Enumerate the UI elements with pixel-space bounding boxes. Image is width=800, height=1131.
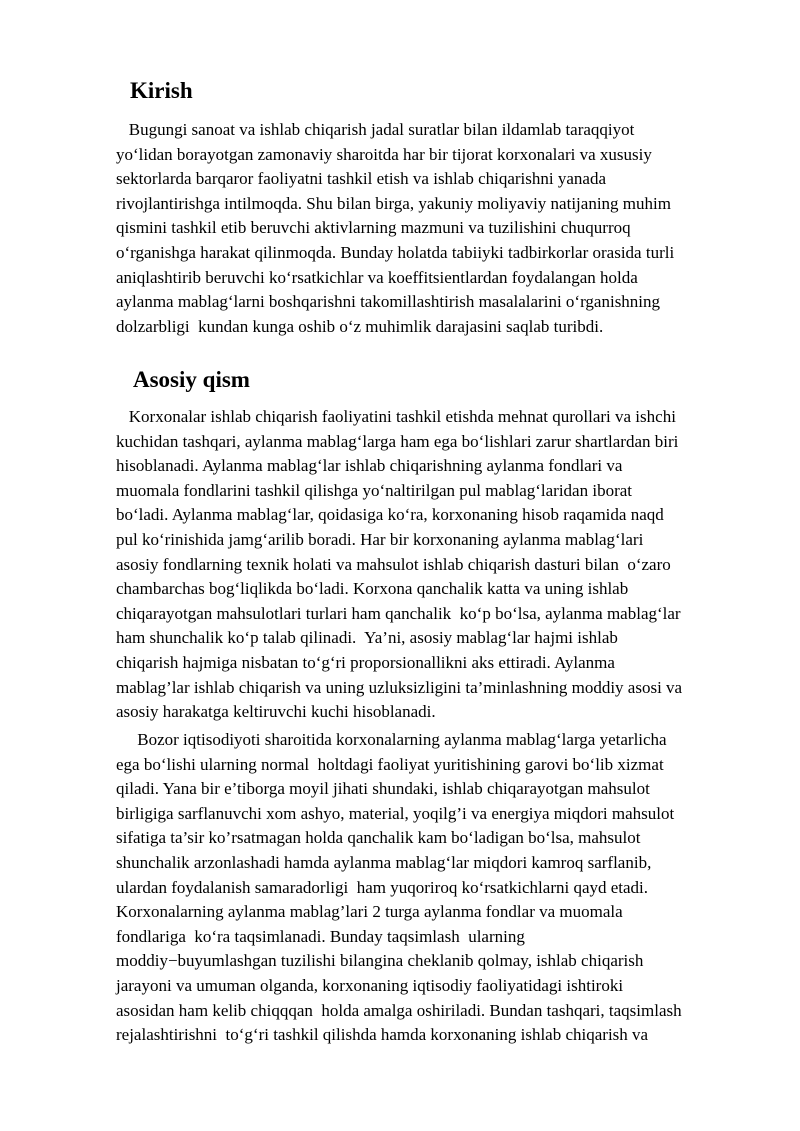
text-line: kuchidan tashqari, aylanma mablag‘larga ham ega bo‘lishlari zarur shartlardan biri: [116, 431, 679, 451]
text-line: hisoblanadi. Aylanma mablag‘lar ishlab chiqarishning aylanma fondlari va: [116, 456, 623, 476]
text-line: sektorlarda barqaror faoliyatni tashkil etish va ishlab chiqarishni yanada: [116, 169, 607, 189]
text-line: Bugungi sanoat va ishlab chiqarish jadal suratlar bilan ildamlab taraqqiyot: [116, 120, 635, 139]
text-line: sifatiga ta’sir ko’rsatmagan holda qanchalik kam bo‘ladigan bo‘lsa, mahsulot: [116, 828, 641, 848]
text-line: dolzarbligi kundan kunga oshib o‘z muhimlik darajasini saqlab turibdi.: [116, 316, 604, 336]
text-line: Korxonalarning aylanma mablag’lari 2 turga aylanma fondlar va muomala: [116, 902, 623, 922]
text-line: ega bo‘lishi ularning normal holtdagi faoliyat yuritishining garovi bo‘lib xizmat: [116, 754, 664, 774]
paragraph-kirish: [116, 118, 756, 339]
text-line: Bozor iqtisodiyoti sharoitida korxonalarning aylanma mablag‘larga yetarlicha: [116, 730, 667, 749]
text-line: pul ko‘rinishida jamg‘arilib boradi. Har bir korxonaning aylanma mablag‘lari: [116, 529, 644, 549]
text-line: rejalashtirishni to‘g‘ri tashkil qilishda hamda korxonaning ishlab chiqarish va: [116, 1025, 649, 1045]
text-line: moddiy−buyumlashgan tuzilishi bilangina cheklanib qolmay, ishlab chiqarish: [116, 951, 644, 971]
text-line: muomala fondlarini tashkil qilishga yo‘naltirilgan pul mablag‘laridan iborat: [116, 480, 633, 500]
text-line: chiqarayotgan mahsulotlari turlari ham qanchalik ko‘p bo‘lsa, aylanma mablag‘lar: [116, 603, 681, 623]
text-line: ulardan foydalanish samaradorligi ham yuqoriroq ko‘rsatkichlarni qayd etadi.: [116, 877, 649, 897]
text-line: fondlariga ko‘ra taqsimlanadi. Bunday taqsimlash ularning: [116, 926, 525, 946]
section-heading-kirish: Kirish: [130, 78, 193, 103]
text-line: chiqarish hajmiga nisbatan to‘g‘ri proporsionallikni aks ettiradi. Aylanma: [116, 652, 615, 672]
text-line: jarayoni va umuman olganda, korxonaning iqtisodiy faoliyatidagi ishtiroki: [116, 975, 624, 995]
text-line: qiladi. Yana bir e’tiborga moyil jihati shundaki, ishlab chiqarayotgan mahsulot: [116, 779, 650, 799]
text-line: asosiy harakatga keltiruvchi kuchi hisoblanadi.: [116, 702, 436, 722]
text-line: asosiy fondlarning texnik holati va mahsulot ishlab chiqarish dasturi bilan o‘zaro: [116, 554, 671, 574]
text-line: yo‘lidan borayotgan zamonaviy sharoitda har bir tijorat korxonalari va xususiy: [116, 144, 652, 164]
text-line: o‘rganishga harakat qilinmoqda. Bunday holatda tabiiyki tadbirkorlar orasida turli: [116, 242, 675, 262]
text-line: Korxonalar ishlab chiqarish faoliyatini tashkil etishda mehnat qurollari va ishchi: [116, 407, 676, 426]
text-line: aniqlashtirib beruvchi ko‘rsatkichlar va koeffitsientlardan foydalangan holda: [116, 267, 638, 287]
text-line: qismini tashkil etib beruvchi aktivlarning mazmuni va tuzilishini chuqurroq: [116, 218, 631, 238]
section-heading-asosiy-qism: Asosiy qism: [133, 367, 250, 392]
paragraph-asosiy-qism-1: [116, 405, 756, 725]
text-line: rivojlantirishga intilmoqda. Shu bilan birga, yakuniy moliyaviy natijaning muhim: [116, 193, 671, 213]
text-line: shunchalik arzonlashadi hamda aylanma mablag‘lar miqdori kamroq sarflanib,: [116, 852, 652, 872]
text-line: aylanma mablag‘larni boshqarishni takomillashtirish masalalarini o‘rganishning: [116, 292, 661, 312]
paragraph-asosiy-qism-2: [116, 728, 756, 1048]
text-line: birligiga sarflanuvchi xom ashyo, material, yoqilg’i va energiya miqdori mahsulot: [116, 803, 675, 823]
text-line: mablag’lar ishlab chiqarish va uning uzluksizligini ta’minlashning moddiy asosi va: [116, 677, 683, 697]
text-line: ham shunchalik ko‘p talab qilinadi. Ya’ni, asosiy mablag‘lar hajmi ishlab: [116, 628, 618, 648]
text-line: chambarchas bog‘liqlikda bo‘ladi. Korxona qanchalik katta va uning ishlab: [116, 579, 629, 599]
text-line: bo‘ladi. Aylanma mablag‘lar, qoidasiga ko‘ra, korxonaning hisob raqamida naqd: [116, 505, 664, 525]
text-line: asosidan ham kelib chiqqqan holda amalga oshiriladi. Bundan tashqari, taqsimlash: [116, 1000, 682, 1020]
